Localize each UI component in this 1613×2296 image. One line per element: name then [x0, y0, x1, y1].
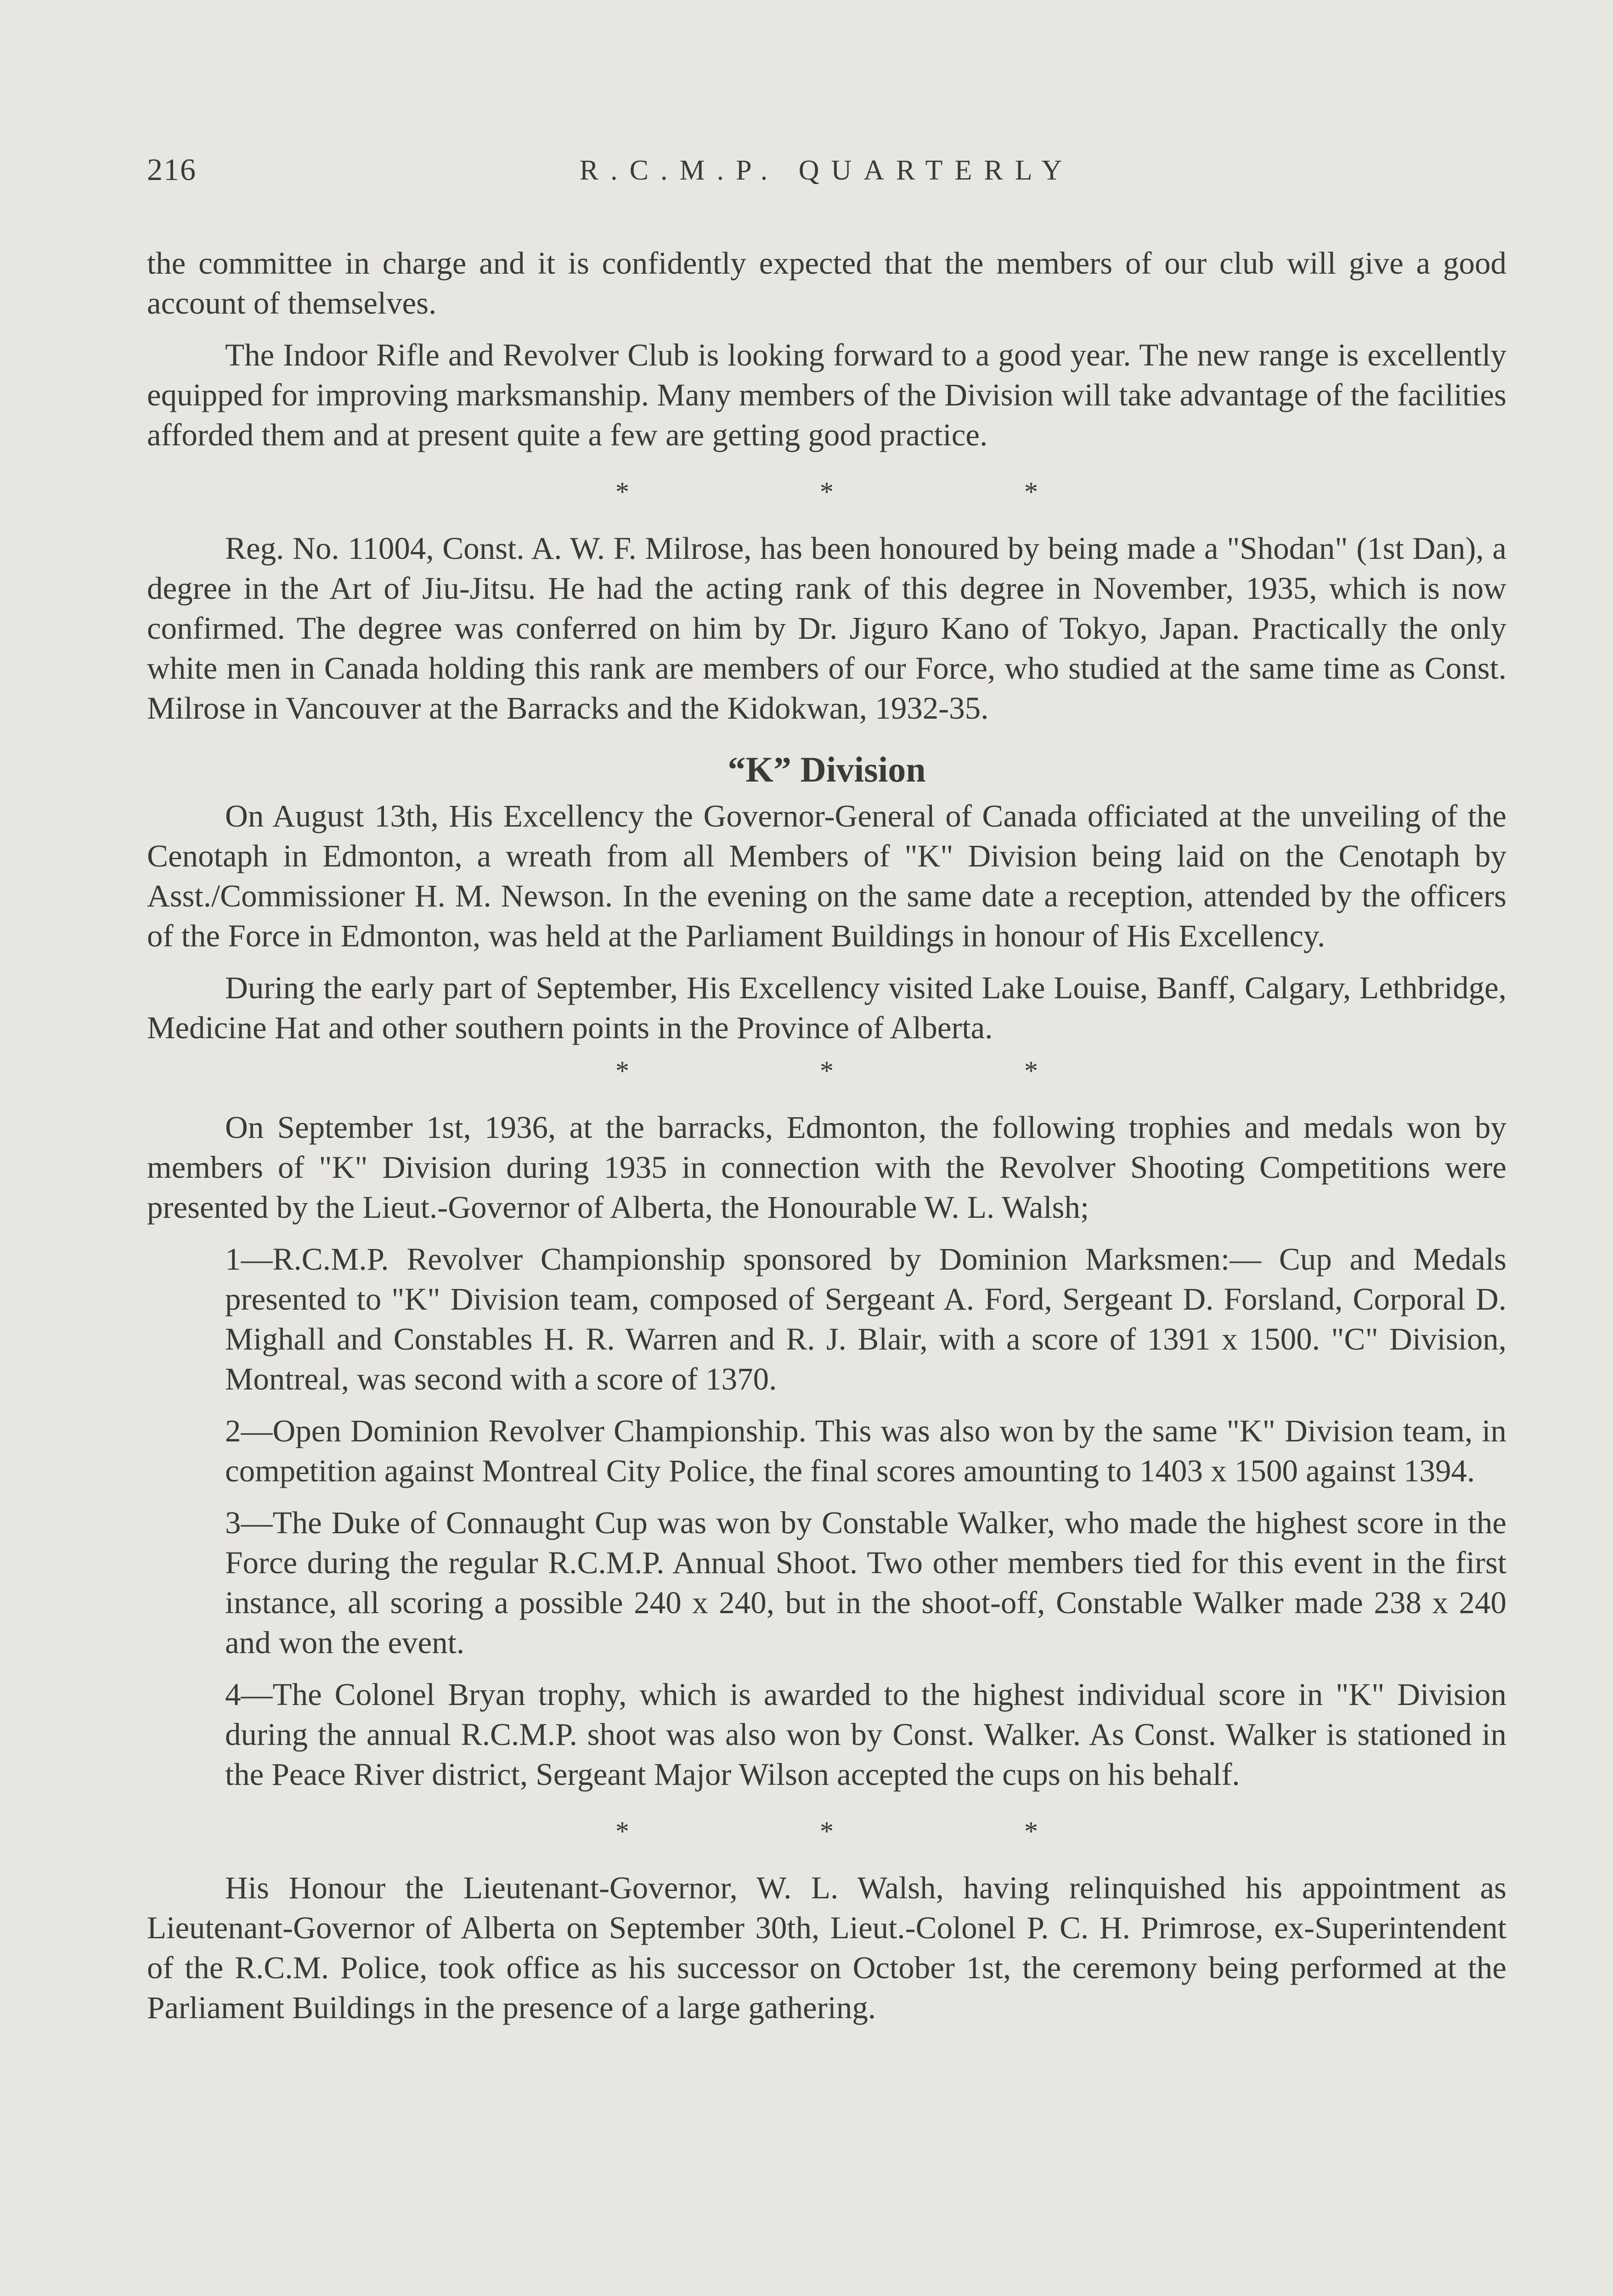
- list-item: 1—R.C.M.P. Revolver Championship sponsored by Dominion Marksmen:— Cup and Medals presented to "K" Division team, composed of Sergeant A. Ford, Sergeant D. Forsland, Corporal D. Mighall and Constables H. R. Warren and R. J. Blair, with a score of 1391 x 1500. "C" Division, Montreal, was second with a score of 1370.: [225, 1242, 1506, 1396]
- article-body: [147, 243, 1506, 2028]
- paragraph: On September 1st, 1936, at the barracks, Edmonton, the following trophies and medals won by members of "K" Division during 1935 in connection with the Revolver Shooting Competitions were presented by the Lieut.-Governor of Alberta, the Honourable W. L. Walsh;: [147, 1110, 1506, 1225]
- paragraph: the committee in charge and it is confidently expected that the members of our club will give a good account of themselves.: [147, 246, 1506, 321]
- list-item: 2—Open Dominion Revolver Championship. This was also won by the same "K" Division team, in competition against Montreal City Police, the final scores amounting to 1403 x 1500 against 1394.: [225, 1413, 1506, 1488]
- page-header: [147, 152, 1506, 202]
- paragraph: Reg. No. 11004, Const. A. W. F. Milrose, has been honoured by being made a "Shodan" (1st Dan), a degree in the Art of Jiu-Jitsu. He had the acting rank of this degree in November, 1935, which is now confirmed. The degree was conferred on him by Dr. Jiguro Kano of Tokyo, Japan. Practically the only white men in Canada holding this rank are members of our Force, who studied at the same time as Const. Milrose in Vancouver at the Barracks and the Kidokwan, 1932-35.: [147, 531, 1506, 726]
- section-separator: * * *: [615, 1816, 1130, 1846]
- page-number: 216: [147, 152, 197, 187]
- paragraph: The Indoor Rifle and Revolver Club is looking forward to a good year. The new range is excellently equipped for improving marksmanship. Many members of the Division will take advantage of the facilities afforded them and at present quite a few are getting good practice.: [147, 338, 1506, 452]
- section-separator: * * *: [615, 1056, 1130, 1086]
- paragraph: His Honour the Lieutenant-Governor, W. L. Walsh, having relinquished his appointment as Lieutenant-Governor of Alberta on September 30th, Lieut.-Colonel P. C. H. Primrose, ex-Superintendent of the R.C.M. Police, took office as his successor on October 1st, the ceremony being performed at the Parliament Buildings in the presence of a large gathering.: [147, 1870, 1506, 2025]
- list-item: 4—The Colonel Bryan trophy, which is awarded to the highest individual score in "K" Division during the annual R.C.M.P. shoot was also won by Const. Walker. As Const. Walker is stationed in the Peace River district, Sergeant Major Wilson accepted the cups on his behalf.: [225, 1677, 1506, 1792]
- list-item: 3—The Duke of Connaught Cup was won by Constable Walker, who made the highest score in the Force during the regular R.C.M.P. Annual Shoot. Two other members tied for this event in the first instance, all scoring a possible 240 x 240, but in the shoot-off, Constable Walker made 238 x 240 and won the event.: [225, 1505, 1506, 1660]
- running-head: R.C.M.P. QUARTERLY: [579, 155, 1074, 186]
- section-heading: “K” Division: [728, 749, 926, 789]
- paragraph: During the early part of September, His Excellency visited Lake Louise, Banff, Calgary, Lethbridge, Medicine Hat and other southern points in the Province of Alberta.: [147, 970, 1506, 1045]
- section-separator: * * *: [615, 477, 1130, 507]
- paragraph: On August 13th, His Excellency the Governor-General of Canada officiated at the unveiling of the Cenotaph in Edmonton, a wreath from all Members of "K" Division being laid on the Cenotaph by Asst./Commissioner H. M. Newson. In the evening on the same date a reception, attended by the officers of the Force in Edmonton, was held at the Parliament Buildings in honour of His Excellency.: [147, 799, 1506, 953]
